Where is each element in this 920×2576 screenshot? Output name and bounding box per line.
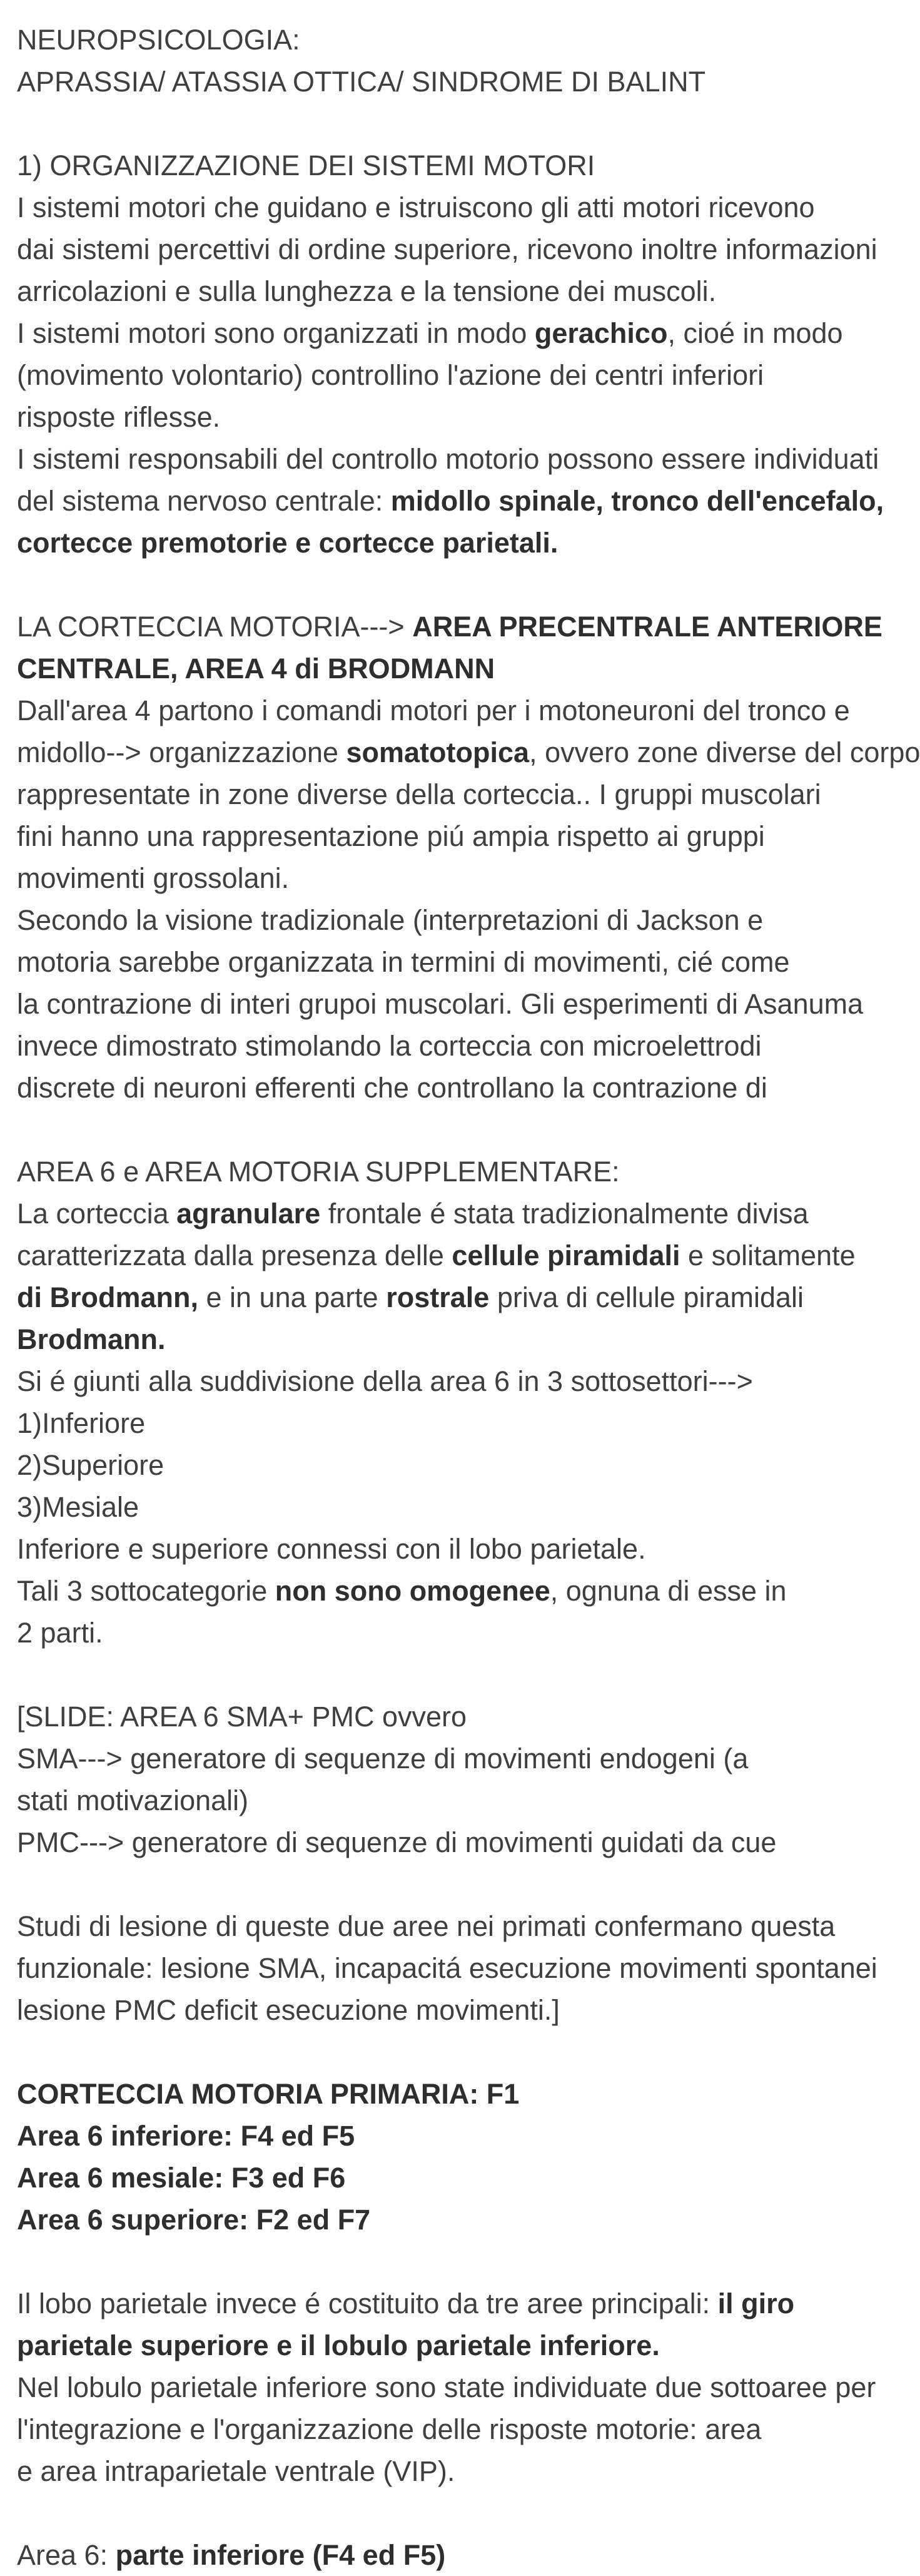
bold-text: di Brodmann, (17, 1281, 198, 1313)
text-line (17, 2408, 801, 2450)
text-line (17, 1821, 801, 1863)
bold-text: parte inferiore (F4 ed F5) (115, 2539, 446, 2571)
bold-text: CENTRALE, AREA 4 di BRODMANN (17, 653, 495, 685)
text-segment: 3)Mesiale (17, 1491, 139, 1523)
text-segment: Tali 3 sottocategorie (17, 1575, 275, 1607)
text-line (17, 1318, 801, 1360)
text-line (17, 1947, 877, 1989)
text-segment: discrete di neuroni efferenti che controllano la contrazione di (17, 1072, 767, 1104)
bold-text: Area 6 inferiore: F4 ed F5 (17, 2120, 355, 2152)
text-segment: Il lobo parietale invece é costituito da tre aree principali: (17, 2288, 718, 2319)
text-line (17, 2157, 801, 2199)
text-segment: Nel lobulo parietale inferiore sono state individuate due sottoaree per (17, 2371, 876, 2403)
text-line (17, 899, 801, 941)
bold-text: cellule piramidali (452, 1240, 680, 1271)
text-line (17, 1235, 856, 1276)
text-line (17, 815, 801, 857)
bold-text: Area 6 mesiale: F3 ed F6 (17, 2162, 346, 2194)
text-line (17, 270, 801, 312)
text-line (17, 145, 801, 186)
document-body (17, 19, 920, 2576)
text-segment: funzionale: lesione SMA, incapacitá esecuzione movimenti spontanei (17, 1952, 877, 1984)
text-segment: stati motivazionali) (17, 1784, 249, 1816)
text-segment: fini hanno una rappresentazione piú ampia rispetto ai gruppi (17, 820, 765, 852)
blank-line (17, 1654, 801, 1696)
text-line (17, 941, 801, 983)
text-line (17, 690, 850, 731)
text-segment: , cioé in modo (667, 317, 843, 349)
text-line (17, 2534, 801, 2576)
text-line (17, 2073, 801, 2115)
text-line (17, 438, 879, 480)
bold-text: il giro (717, 2288, 795, 2319)
bold-text: midollo spinale, tronco dell'encefalo, (390, 485, 884, 517)
text-line (17, 2366, 876, 2408)
text-segment: midollo--> organizzazione (17, 736, 346, 768)
blank-line (17, 2492, 801, 2534)
text-line (17, 2324, 801, 2366)
text-line (17, 1444, 801, 1486)
text-segment: Area 6: (17, 2539, 116, 2571)
text-line (17, 1989, 801, 2031)
text-line (17, 648, 801, 690)
text-line (17, 731, 920, 773)
text-segment: 1)Inferiore (17, 1407, 146, 1439)
text-segment: e solitamente (680, 1240, 856, 1271)
text-segment: movimenti grossolani. (17, 862, 290, 894)
text-segment: l'integrazione e l'organizzazione delle risposte motorie: area (17, 2413, 762, 2445)
text-segment: Secondo la visione tradizionale (interpretazioni di Jackson e (17, 904, 764, 936)
text-segment: e area intraparietale ventrale (VIP). (17, 2455, 455, 2487)
text-segment: 2)Superiore (17, 1449, 164, 1481)
bold-text: gerachico (534, 317, 668, 349)
text-line (17, 1738, 801, 1779)
text-line (17, 2115, 801, 2157)
text-line (17, 354, 801, 396)
text-line (17, 522, 801, 564)
text-segment: La corteccia (17, 1198, 177, 1229)
text-segment: del sistema nervoso centrale: (17, 485, 391, 517)
text-segment: Inferiore e superiore connessi con il lobo parietale. (17, 1533, 646, 1565)
text-line (17, 606, 882, 648)
text-line (17, 480, 884, 522)
bold-text: Brodmann. (17, 1323, 166, 1355)
text-line (17, 1402, 801, 1444)
text-segment: (movimento volontario) controllino l'azione dei centri inferiori (17, 359, 764, 391)
text-segment: LA CORTECCIA MOTORIA---> (17, 611, 413, 643)
text-line (17, 1486, 801, 1528)
text-segment: PMC---> generatore di sequenze di movimenti guidati da cue (17, 1826, 777, 1858)
text-line (17, 1360, 801, 1402)
bold-text: non sono omogenee (275, 1575, 550, 1607)
text-line (17, 1528, 801, 1570)
text-line (17, 2199, 801, 2241)
text-segment: , ovvero zone diverse del corpo (529, 736, 920, 768)
text-line (17, 773, 821, 815)
text-line (17, 1151, 801, 1193)
blank-line (17, 1109, 801, 1151)
bold-text: agranulare (176, 1198, 321, 1229)
text-segment: risposte riflesse. (17, 401, 221, 433)
text-segment: e in una parte (198, 1281, 387, 1313)
text-segment: arricolazioni e sulla lunghezza e la tensione dei muscoli. (17, 275, 717, 307)
text-segment: SMA---> generatore di sequenze di movimenti endogeni (a (17, 1743, 749, 1774)
bold-text: Area 6 superiore: F2 ed F7 (17, 2204, 371, 2236)
text-line (17, 1779, 801, 1821)
text-segment: motoria sarebbe organizzata in termini di movimenti, cié come (17, 946, 790, 978)
text-line (17, 2283, 801, 2324)
text-line (17, 186, 815, 228)
text-line (17, 1570, 801, 1612)
text-line (17, 1025, 801, 1067)
text-segment: priva di cellule piramidali (489, 1281, 804, 1313)
bold-text: CORTECCIA MOTORIA PRIMARIA: F1 (17, 2078, 520, 2110)
bold-text: somatotopica (346, 736, 530, 768)
text-segment: frontale é stata tradizionalmente divisa (320, 1198, 809, 1229)
bold-text: rostrale (386, 1281, 490, 1313)
blank-line (17, 2241, 801, 2283)
blank-line (17, 2031, 801, 2073)
text-segment: Studi di lesione di queste due aree nei primati confermano questa (17, 1910, 836, 1942)
text-segment: rappresentate in zone diverse della corteccia.. I gruppi muscolari (17, 778, 821, 810)
text-segment: [SLIDE: AREA 6 SMA+ PMC ovvero (17, 1701, 467, 1733)
bold-text: cortecce premotorie e cortecce parietali. (17, 527, 559, 559)
text-line (17, 1193, 809, 1235)
text-line (17, 983, 864, 1025)
text-line (17, 61, 801, 103)
text-segment: I sistemi responsabili del controllo motorio possono essere individuati (17, 443, 879, 475)
text-line (17, 228, 877, 270)
text-segment: lesione PMC deficit esecuzione movimenti.] (17, 1994, 560, 2026)
text-line (17, 857, 801, 899)
text-line (17, 312, 843, 354)
text-segment: dai sistemi percettivi di ordine superiore, ricevono inoltre informazioni (17, 233, 877, 265)
blank-line (17, 1863, 801, 1905)
text-segment: la contrazione di interi grupoi muscolari. Gli esperimenti di Asanuma (17, 988, 864, 1020)
text-segment: I sistemi motori che guidano e istruiscono gli atti motori ricevono (17, 191, 815, 223)
text-line (17, 1067, 801, 1109)
text-line (17, 1276, 804, 1318)
text-segment: 1) ORGANIZZAZIONE DEI SISTEMI MOTORI (17, 150, 595, 181)
blank-line (17, 564, 801, 606)
bold-text: AREA PRECENTRALE ANTERIORE (412, 611, 882, 643)
text-segment: invece dimostrato stimolando la corteccia con microelettrodi (17, 1030, 762, 1062)
text-line (17, 1696, 801, 1738)
text-segment: AREA 6 e AREA MOTORIA SUPPLEMENTARE: (17, 1156, 620, 1188)
text-segment: 2 parti. (17, 1617, 103, 1649)
text-segment: Si é giunti alla suddivisione della area 6 in 3 sottosettori---> (17, 1365, 753, 1397)
text-segment: , ognuna di esse in (550, 1575, 787, 1607)
text-line (17, 1905, 836, 1947)
text-line (17, 1612, 801, 1654)
blank-line (17, 103, 801, 145)
text-segment: NEUROPSICOLOGIA: (17, 24, 300, 56)
text-segment: Dall'area 4 partono i comandi motori per i motoneuroni del tronco e (17, 695, 850, 726)
text-line (17, 19, 801, 61)
text-line (17, 2450, 801, 2492)
text-segment: I sistemi motori sono organizzati in modo (17, 317, 535, 349)
text-segment: caratterizzata dalla presenza delle (17, 1240, 452, 1271)
bold-text: parietale superiore e il lobulo parietale inferiore. (17, 2329, 660, 2361)
text-segment: APRASSIA/ ATASSIA OTTICA/ SINDROME DI BALINT (17, 66, 706, 98)
text-line (17, 396, 801, 438)
